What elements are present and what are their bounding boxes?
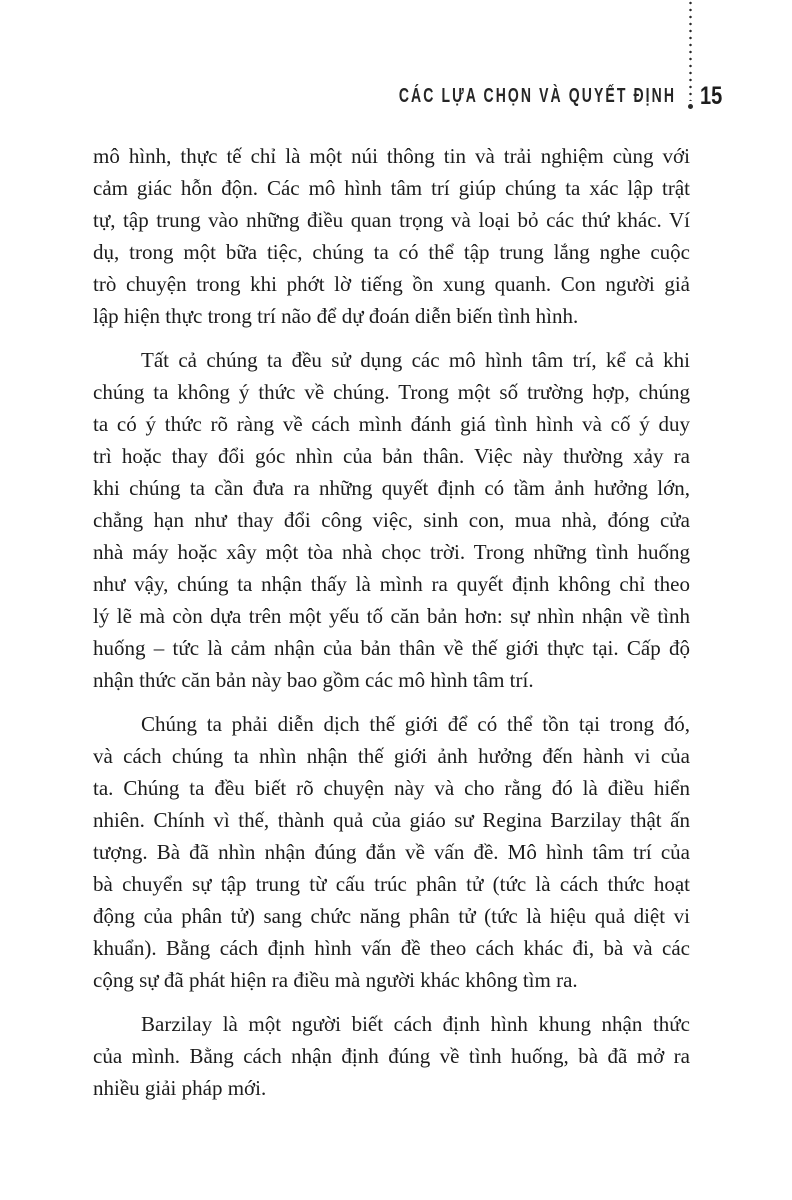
text-line: Barzilay là một người biết cách định hình khung nhận thức: [141, 1012, 690, 1036]
text-line: khuẩn). Bằng cách định hình vấn đề theo cách khác đi, bà và các: [93, 936, 690, 960]
text-line: tượng. Bà đã nhìn nhận đúng đắn về vấn đề. Mô hình tâm trí của: [93, 840, 690, 864]
paragraph-1: [93, 140, 690, 332]
text-line: Tất cả chúng ta đều sử dụng các mô hình tâm trí, kể cả khi: [141, 348, 690, 372]
text-line: Chúng ta phải diễn dịch thế giới để có thể tồn tại trong đó,: [141, 712, 690, 736]
text-line: dụ, trong một bữa tiệc, chúng ta có thể tập trung lắng nghe cuộc: [93, 240, 690, 264]
text-line: ta. Chúng ta đều biết rõ chuyện này và cho rằng đó là điều hiển: [93, 776, 690, 800]
text-line: bà chuyển sự tập trung từ cấu trúc phân tử (tức là cách thức hoạt: [93, 872, 690, 896]
paragraph-2: [93, 344, 690, 696]
page-body: [93, 140, 690, 1104]
text-line: cộng sự đã phát hiện ra điều mà người khác không tìm ra.: [93, 968, 578, 992]
paragraph-4: [93, 1008, 690, 1104]
text-line: cảm giác hỗn độn. Các mô hình tâm trí giúp chúng ta xác lập trật: [93, 176, 690, 200]
text-line: tự, tập trung vào những điều quan trọng và loại bỏ các thứ khác. Ví: [93, 208, 690, 232]
text-line: chẳng hạn như thay đổi công việc, sinh con, mua nhà, đóng cửa: [93, 508, 690, 532]
text-line: huống – tức là cảm nhận của bản thân về thế giới thực tại. Cấp độ: [93, 636, 690, 660]
text-line: lập hiện thực trong trí não để dự đoán diễn biến tình hình.: [93, 304, 579, 328]
paragraph-3: [93, 708, 690, 996]
text-line: ta có ý thức rõ ràng về cách mình đánh giá tình hình và cố ý duy: [93, 412, 690, 436]
header-dotted-separator: [689, 0, 692, 101]
text-line: nhận thức căn bản này bao gồm các mô hình tâm trí.: [93, 668, 534, 692]
text-line: nhiều giải pháp mới.: [93, 1076, 267, 1100]
text-line: nhiên. Chính vì thế, thành quả của giáo sư Regina Barzilay thật ấn: [93, 808, 690, 832]
text-line: mô hình, thực tế chỉ là một núi thông tin và trải nghiệm cùng với: [93, 144, 690, 168]
running-header-title: CÁC LỰA CHỌN VÀ QUYẾT ĐỊNH: [398, 85, 676, 107]
text-line: và cách chúng ta nhìn nhận thế giới ảnh hưởng đến hành vi của: [93, 744, 690, 768]
text-line: động của phân tử) sang chức năng phân tử (tức là hiệu quả diệt vi: [93, 904, 690, 928]
text-line: nhà máy hoặc xây một tòa nhà chọc trời. Trong những tình huống: [93, 540, 690, 564]
text-line: như vậy, chúng ta nhận thấy là mình ra quyết định không chỉ theo: [93, 572, 690, 596]
text-line: chúng ta không ý thức về chúng. Trong một số trường hợp, chúng: [93, 380, 690, 404]
text-line: của mình. Bằng cách nhận định đúng về tình huống, bà đã mở ra: [93, 1044, 690, 1068]
text-line: trò chuyện trong khi phớt lờ tiếng ồn xung quanh. Con người giả: [93, 272, 690, 296]
text-line: trì hoặc thay đổi góc nhìn của bản thân. Việc này thường xảy ra: [93, 444, 690, 468]
text-line: lý lẽ mà còn dựa trên một yếu tố căn bản hơn: sự nhìn nhận về tình: [93, 604, 690, 628]
separator-end-dot: [688, 104, 693, 109]
page-number: 15: [700, 82, 723, 110]
text-line: khi chúng ta cần đưa ra những quyết định có tầm ảnh hưởng lớn,: [93, 476, 690, 500]
